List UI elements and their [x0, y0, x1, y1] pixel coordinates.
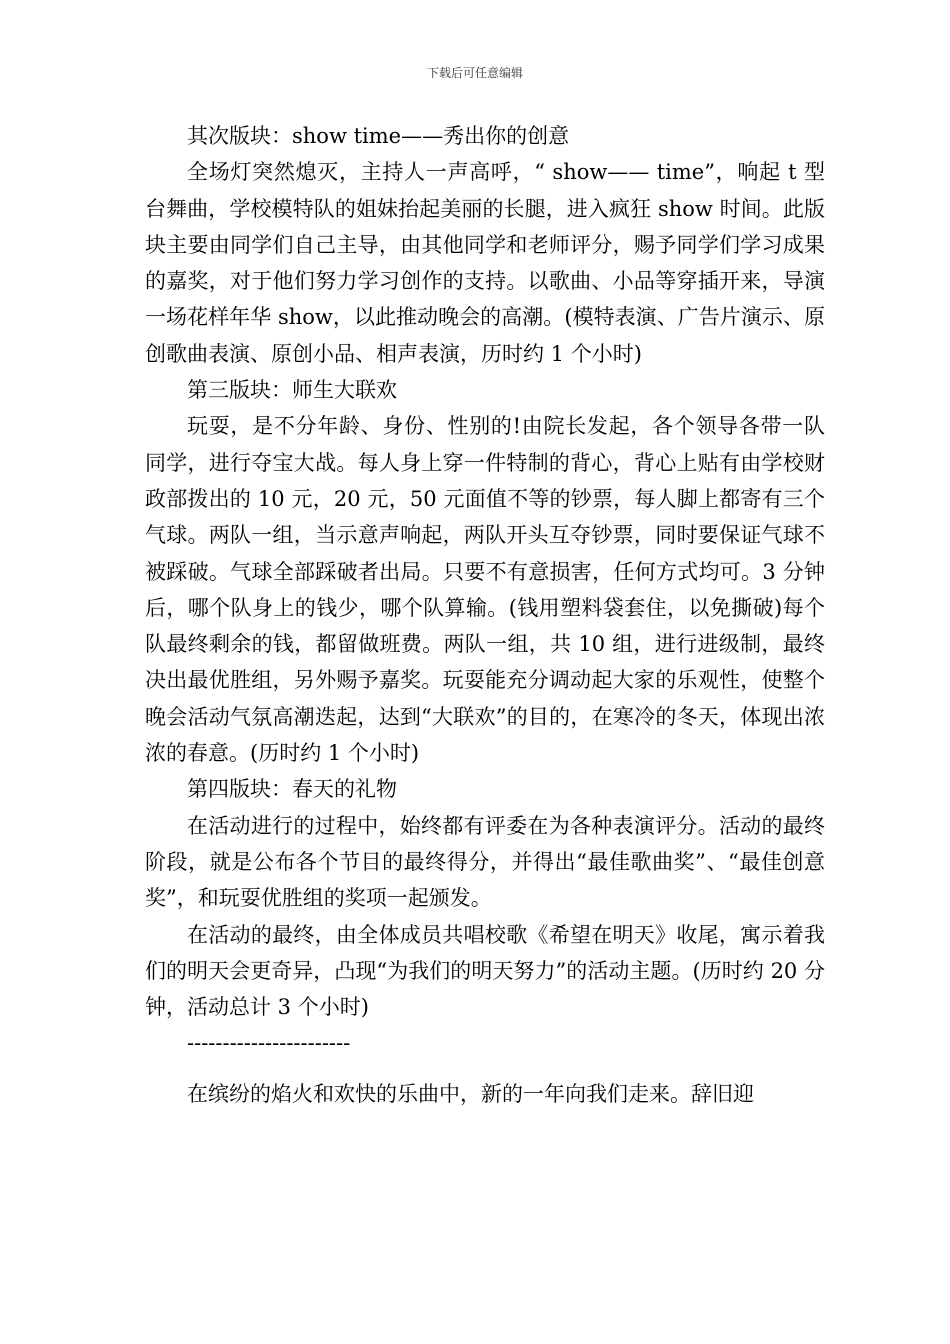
divider-line: ----------------------- — [187, 1031, 351, 1056]
document-body — [145, 118, 825, 1112]
paragraph-awards: 在活动进行的过程中，始终都有评委在为各种表演评分。活动的最终阶段，就是公布各个节目的最终得分，并得出“最佳歌曲奖”、“最佳创意奖”，和玩耍优胜组的奖项一起颁发。 — [145, 813, 825, 911]
section-heading-show-time: 其次版块：show time——秀出你的创意 — [187, 124, 570, 148]
page-header: 下载后可任意编辑 — [426, 66, 523, 80]
section-heading-spring-gift: 第四版块：春天的礼物 — [187, 777, 397, 802]
paragraph-closing: 在缤纷的焰火和欢快的乐曲中，新的一年向我们走来。辞旧迎 — [187, 1081, 754, 1106]
section-heading-teacher-student: 第三版块：师生大联欢 — [187, 378, 397, 403]
paragraph-closing-song: 在活动的最终，由全体成员共唱校歌《希望在明天》收尾，寓示着我们的明天会更奇异，凸现“为我们的明天努力”的活动主题。(历时约 20 分钟，活动总计 3 个小时) — [145, 922, 825, 1020]
paragraph-show-time: 全场灯突然熄灭，主持人一声高呼，“ show—— time”，响起 t 型台舞曲，学校模特队的姐妹抬起美丽的长腿，进入疯狂 show 时间。此版块主要由同学们自己主导，由其他同学和老师评分，赐予同学们学习成果的嘉奖，对于他们努力学习创作的支持。以歌曲、小品等穿插开来，导演一场花样年华 show，以此推动晚会的高潮。(模特表演、广告片演示、原创歌曲表演、原创小品、相声表演，历时约 1 个小时) — [145, 160, 825, 366]
paragraph-treasure-battle: 玩耍，是不分年龄、身份、性别的!由院长发起，各个领导各带一队同学，进行夺宝大战。每人身上穿一件特制的背心，背心上贴有由学校财政部拨出的 10 元，20 元，50 元面值不等的钞票，每人脚上都寄有三个气球。两队一组，当示意声响起，两队开头互夺钞票，同时要保证气球不被踩破。气球全部踩破者出局。只要不有意损害，任何方式均可。3 分钟后，哪个队身上的钱少，哪个队算输。(钱用塑料袋套住，以免撕破)每个队最终剩余的钱，都留做班费。两队一组，共 10 组，进行进级制，最终决出最优胜组，另外赐予嘉奖。玩耍能充分调动起大家的乐观性，使整个晚会活动气氛高潮迭起，达到“大联欢”的目的，在寒冷的冬天，体现出浓浓的春意。(历时约 1 个小时) — [145, 414, 825, 766]
